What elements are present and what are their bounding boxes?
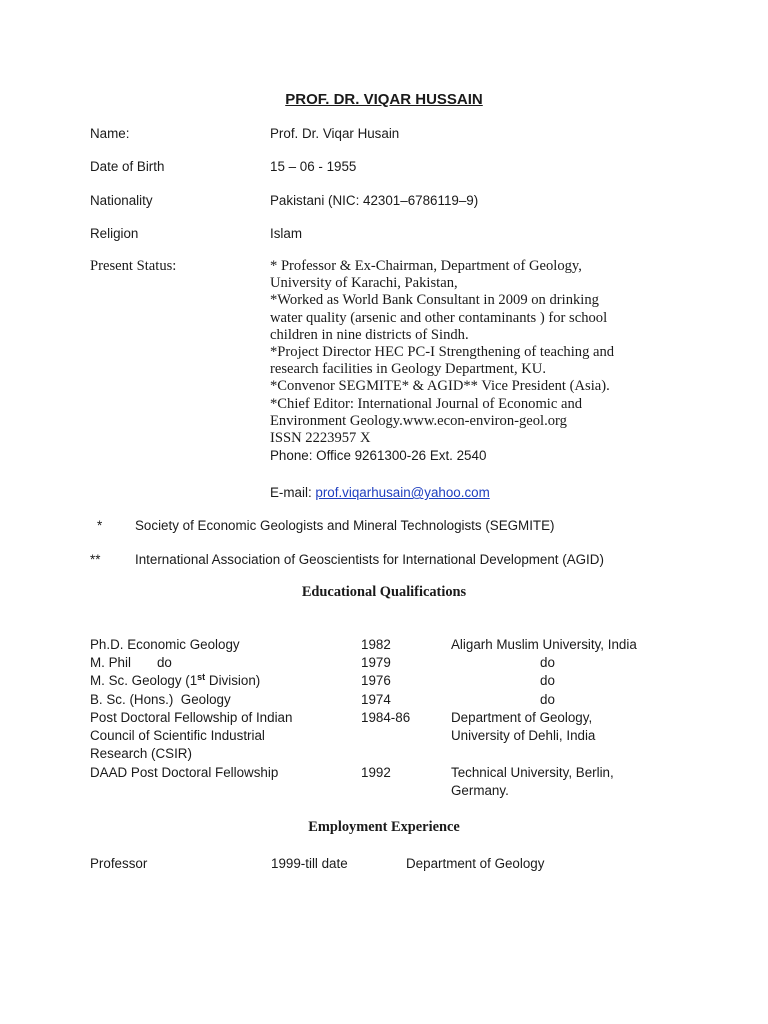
institution-cell: do [540, 655, 555, 670]
name-value: Prof. Dr. Viqar Husain [270, 126, 400, 141]
footnote-text: International Association of Geoscientists for International Development (AGID) [135, 552, 604, 567]
institution-cell: Germany. [451, 783, 509, 798]
education-heading: Educational Qualifications [301, 584, 467, 600]
degree-text: M. Sc. Geology (1 [90, 673, 198, 688]
nationality-value: Pakistani (NIC: 42301–6786119–9) [270, 193, 479, 208]
institution-cell: University of Dehli, India [451, 728, 596, 743]
table-row [90, 764, 710, 800]
department-cell: Department of Geology [406, 856, 545, 871]
status-line: *Project Director HEC PC-I Strengthening of teaching and [270, 344, 615, 361]
status-line: *Worked as World Bank Consultant in 2009 on drinking [270, 292, 599, 309]
degree-cell [90, 672, 260, 690]
degree-cell: B. Sc. (Hons.) Geology [90, 692, 231, 707]
email-label: E-mail: [270, 485, 316, 500]
status-line: *Chief Editor: International Journal of Economic and [270, 395, 583, 412]
institution-cell: do [540, 692, 555, 707]
year-cell: 1992 [361, 765, 391, 780]
footnote-text: Society of Economic Geologists and Mineral Technologists (SEGMITE) [135, 518, 555, 533]
footnote-mark: * [97, 518, 103, 533]
status-line: * Professor & Ex-Chairman, Department of Geology, [270, 258, 582, 274]
phone-line: Phone: Office 9261300-26 Ext. 2540 [270, 448, 487, 464]
table-row [90, 709, 710, 763]
degree-cell: DAAD Post Doctoral Fellowship [90, 765, 279, 780]
status-label: Present Status: [90, 258, 177, 274]
institution-cell: Department of Geology, [451, 710, 593, 725]
degree-cell: Ph.D. Economic Geology [90, 637, 240, 652]
status-line: research facilities in Geology Department, KU. [270, 361, 546, 378]
degree-cell: M. Phil do [90, 655, 172, 670]
present-status-block [270, 258, 614, 464]
institution-cell: Aligarh Muslim University, India [451, 637, 637, 652]
table-row [90, 691, 710, 709]
status-line: Environment Geology.www.econ-environ-geol.org [270, 412, 567, 429]
status-line: children in nine districts of Sindh. [270, 326, 469, 343]
period-cell: 1999-till date [271, 856, 348, 871]
degree-cell: Council of Scientific Industrial [90, 728, 265, 743]
religion-label: Religion [90, 226, 139, 241]
dob-label: Date of Birth [90, 159, 165, 174]
year-cell: 1982 [361, 637, 391, 652]
employment-heading: Employment Experience [308, 819, 460, 835]
status-line: University of Karachi, Pakistan, [270, 275, 458, 292]
email-link[interactable]: prof.viqarhusain@yahoo.com [315, 485, 490, 500]
status-line: *Convenor SEGMITE* & AGID** Vice President (Asia). [270, 378, 610, 395]
table-row [90, 654, 710, 672]
religion-value: Islam [270, 226, 302, 241]
degree-text: Division) [205, 673, 261, 688]
status-line: water quality (arsenic and other contaminants ) for school [270, 309, 608, 326]
status-line: ISSN 2223957 X [270, 430, 371, 447]
table-row [90, 636, 710, 654]
name-label: Name: [90, 126, 130, 141]
page-title: PROF. DR. VIQAR HUSSAIN [285, 91, 483, 108]
year-cell: 1974 [361, 692, 391, 707]
position-cell: Professor [90, 856, 148, 871]
email-line [270, 484, 490, 501]
table-row [90, 855, 710, 873]
degree-superscript: st [197, 672, 206, 682]
degree-cell: Research (CSIR) [90, 746, 192, 761]
nationality-label: Nationality [90, 193, 153, 208]
dob-value: 15 – 06 - 1955 [270, 159, 357, 174]
year-cell: 1984-86 [361, 710, 411, 725]
institution-cell: do [540, 673, 555, 688]
degree-cell: Post Doctoral Fellowship of Indian [90, 710, 293, 725]
footnote-mark: ** [90, 552, 101, 567]
table-row [90, 672, 710, 690]
year-cell: 1979 [361, 655, 391, 670]
year-cell: 1976 [361, 673, 391, 688]
institution-cell: Technical University, Berlin, [451, 765, 614, 780]
